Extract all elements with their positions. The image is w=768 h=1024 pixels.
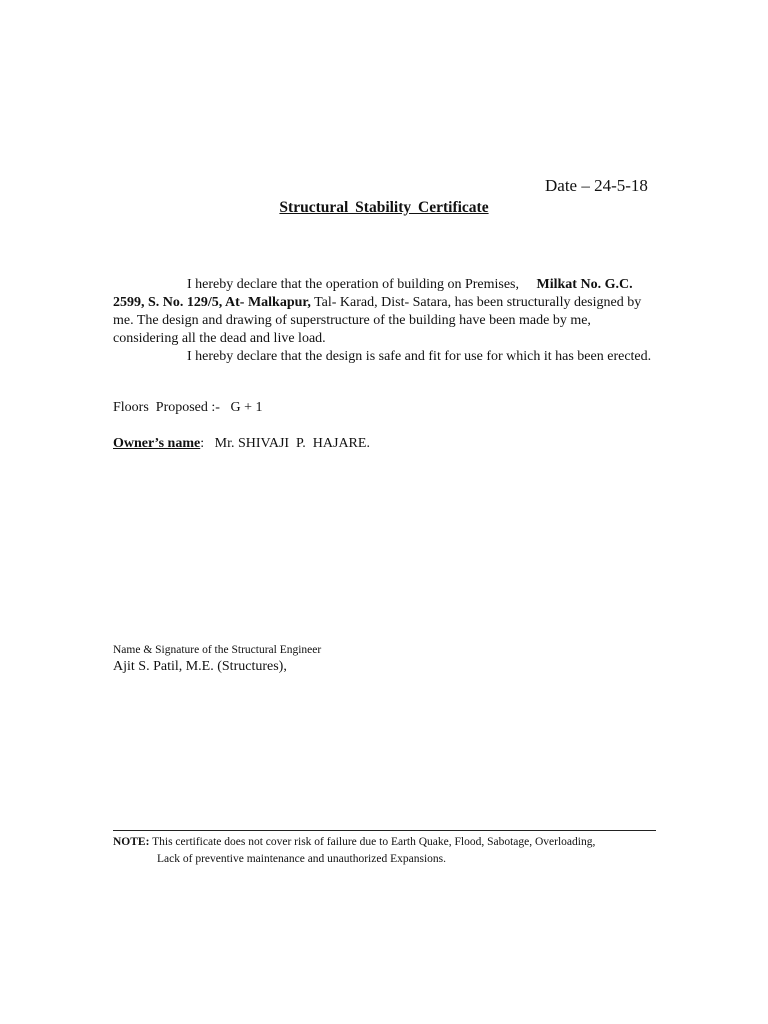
certificate-title: Structural Stability Certificate [279, 199, 489, 216]
owner-line [113, 436, 370, 452]
note-line-2: Lack of preventive maintenance and unauthorized Expansions. [157, 853, 446, 865]
owner-label: Owner’s name [113, 436, 201, 451]
engineer-name: Ajit S. Patil, M.E. (Structures), [113, 659, 287, 674]
floors-value: G + 1 [230, 400, 263, 415]
note-divider [113, 830, 656, 831]
note-text-1: This certificate does not cover risk of failure due to Earth Quake, Flood, Sabotage, Overloading, [152, 836, 596, 848]
note-line-1 [113, 834, 658, 851]
declaration-details: Tal- Karad, Dist- Satara, has been structurally designed by me. The design and drawing of superstructure of the building have been made by me, considering all the dead and live load. [113, 295, 642, 346]
declaration-intro: I hereby declare that the operation of building on Premises, [187, 277, 520, 292]
note-label: NOTE: [113, 836, 150, 848]
declaration-paragraph-2: I hereby declare that the design is safe and fit for use for which it has been erected. [187, 349, 652, 364]
signature-label: Name & Signature of the Structural Engineer [113, 644, 322, 656]
property-location: Milkat No. G.C. 2599, S. No. 129/5, At- Malkapur, [113, 277, 633, 310]
declaration-paragraph-1 [113, 276, 658, 348]
floors-proposed [113, 400, 262, 416]
owner-separator: : [200, 436, 205, 451]
certificate-date: Date – 24-5-18 [545, 176, 648, 195]
declaration-body [113, 276, 658, 366]
owner-name: Mr. SHIVAJI P. HAJARE. [214, 436, 370, 451]
disclaimer-note [113, 834, 658, 868]
floors-label: Floors Proposed :- [113, 400, 220, 415]
